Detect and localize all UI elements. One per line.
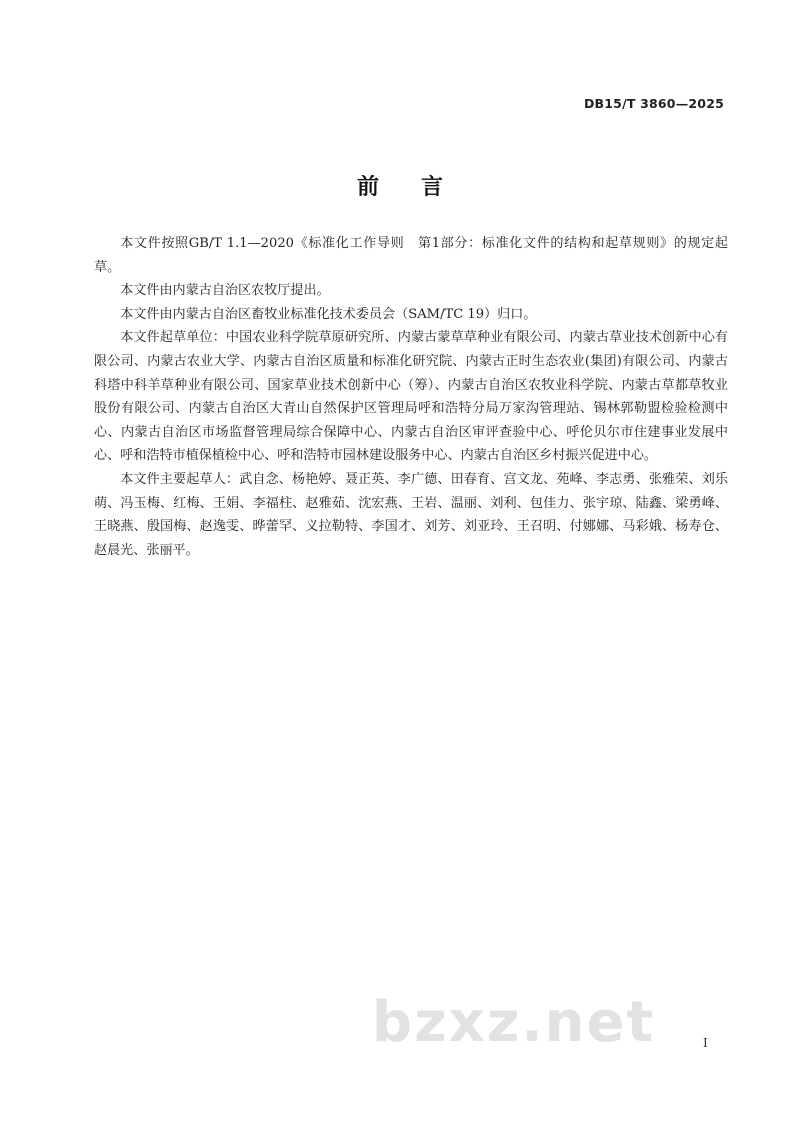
paragraph-proposer: 本文件由内蒙古自治区农牧厅提出。: [120, 283, 330, 299]
title-char-2: 言: [421, 175, 444, 200]
watermark: bzxz.net: [372, 990, 656, 1055]
page-number: I: [703, 1036, 708, 1050]
document-code: DB15/T 3860—2025: [583, 96, 724, 111]
paragraph-drafting-rules: 本文件按照GB/T 1.1—2020《标准化工作导则 第1部分：标准化文件的结构和起草规则》的规定起草。: [94, 236, 728, 275]
paragraph-drafters: 本文件主要起草人：武自念、杨艳婷、聂正英、李广德、田春育、宫文龙、苑峰、李志勇、张雅荣、刘乐萌、冯玉梅、红梅、王娟、李福柱、赵雅茹、沈宏燕、王岩、温丽、刘利、包佳力、张宇琼、陆鑫、梁勇峰、王晓燕、殷国梅、赵逸雯、晔蕾罕、义拉勒特、李国才、刘芳、刘亚玲、王召明、付娜娜、马彩娥、杨寿仓、赵晨光、张丽平。: [94, 471, 728, 558]
title-char-1: 前: [356, 175, 379, 200]
paragraph-centralized-unit: 本文件由内蒙古自治区畜牧业标准化技术委员会（SAM/TC 19）归口。: [120, 306, 537, 322]
paragraph-drafting-units: 本文件起草单位：中国农业科学院草原研究所、内蒙古蒙草草种业有限公司、内蒙古草业技术创新中心有限公司、内蒙古农业大学、内蒙古自治区质量和标准化研究院、内蒙古正时生态农业(集团)有限公司、内蒙古科塔中科羊草种业有限公司、国家草业技术创新中心（筹）、内蒙古自治区农牧业科学院、内蒙古草都草牧业股份有限公司、内蒙古自治区大青山自然保护区管理局呼和浩特分局万家沟管理站、锡林郭勒盟检验检测中心、内蒙古自治区市场监督管理局综合保障中心、内蒙古自治区审评查验中心、呼伦贝尔市住建事业发展中心、呼和浩特市植保植检中心、呼和浩特市园林建设服务中心、内蒙古自治区乡村振兴促进中心。: [94, 330, 728, 464]
page-title: [0, 170, 800, 201]
foreword-body: [94, 232, 728, 562]
